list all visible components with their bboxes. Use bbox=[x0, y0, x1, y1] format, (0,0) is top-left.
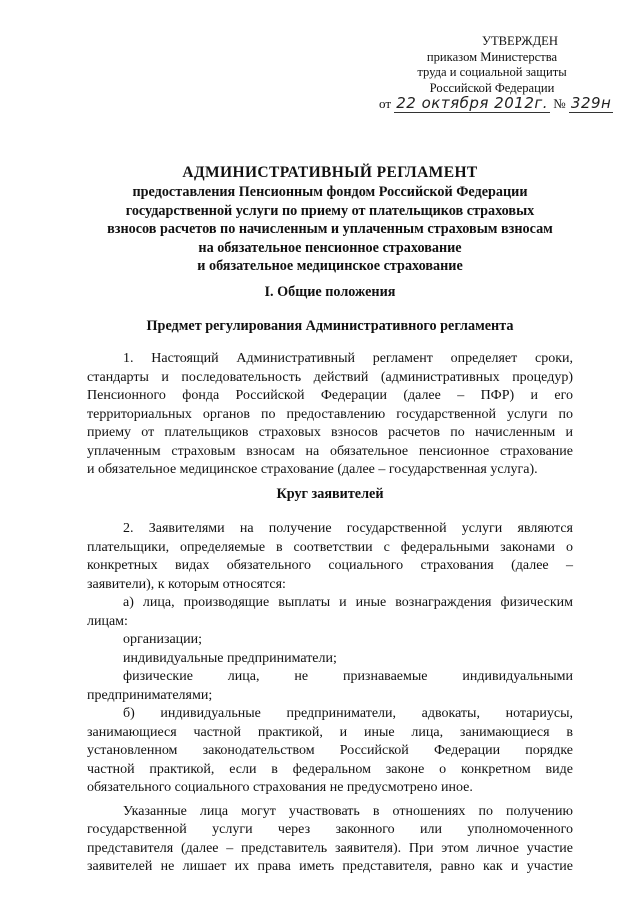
paragraph-line: б) индивидуальные предприниматели, адвокаты, нотариусы, bbox=[123, 706, 573, 721]
approval-stamp bbox=[372, 34, 612, 96]
paragraph-line: приему от плательщиков страховых взносов расчетов по начисленным и bbox=[87, 425, 573, 440]
paragraph-line: представителя (далее – представитель заявителя). При этом личное участие bbox=[87, 840, 573, 856]
paragraph-line: частной практикой, если в федеральном законе о конкретном виде bbox=[87, 761, 573, 777]
paragraph-line: 2. Заявителями на получение государственной услуги являются bbox=[123, 521, 573, 536]
handwritten-number: 329н bbox=[570, 94, 612, 112]
title-main: АДМИНИСТРАТИВНЫЙ РЕГЛАМЕНТ bbox=[182, 164, 478, 181]
paragraph-line: а) лица, производящие выплаты и иные вознаграждения физическим bbox=[123, 595, 573, 610]
paragraph-line: плательщики, определяемые в соответствии с федеральными законами о bbox=[87, 539, 573, 555]
title-line: на обязательное пенсионное страхование bbox=[198, 239, 462, 256]
number-sign: № bbox=[553, 96, 566, 111]
paragraph-line: конкретных видах обязательного социального страхования (далее – bbox=[87, 558, 573, 573]
paragraph-line: заявителей не лишает их права иметь представителя, равно как и участие bbox=[87, 859, 573, 874]
approval-line: труда и социальной защиты bbox=[417, 65, 567, 80]
paragraph-line: организации; bbox=[123, 632, 203, 647]
paragraph-line: территориальных органов по предоставлению государственной услуги по bbox=[87, 406, 573, 422]
title-line: государственной услуги по приему от плательщиков страховых bbox=[125, 202, 535, 219]
document-title bbox=[60, 163, 600, 276]
paragraph-line: 1. Настоящий Административный регламент определяет сроки, bbox=[123, 351, 573, 366]
paragraph-line: индивидуальные предприниматели; bbox=[123, 650, 337, 666]
paragraph-2 bbox=[87, 520, 573, 877]
handwritten-date: 22 октября 2012г. bbox=[396, 94, 549, 112]
paragraph-line: и обязательное медицинское страхование (далее – государственная услуга). bbox=[87, 462, 538, 477]
paragraph-line: заявители), к которым относятся: bbox=[87, 576, 286, 592]
paragraph-line: занимающиеся частной практикой, и иные лица, занимающиеся в bbox=[87, 724, 573, 740]
paragraph-line: физические лица, не признаваемые индивидуальными bbox=[123, 669, 573, 684]
section-heading: I. Общие положения bbox=[264, 284, 396, 300]
title-line: взносов расчетов по начисленным и уплаченным страховым взносам bbox=[107, 221, 553, 238]
paragraph-1 bbox=[87, 350, 573, 480]
paragraph-line: государственной услуги через законного или уполномоченного bbox=[87, 822, 573, 837]
paragraph-line: установленном законодательством Российской Федерации порядке bbox=[87, 743, 573, 758]
approval-line: Российской Федерации bbox=[429, 80, 555, 95]
approval-line: приказом Министерства bbox=[426, 49, 558, 64]
title-line: и обязательное медицинское страхование bbox=[197, 258, 463, 275]
subheading: Круг заявителей bbox=[276, 486, 384, 502]
approval-date-line bbox=[379, 94, 613, 113]
paragraph-line: Пенсионного фонда Российской Федерации (далее – ПФР) и его bbox=[87, 388, 573, 403]
paragraph-line: Указанные лица могут участвовать в отношениях по получению bbox=[123, 803, 573, 819]
approval-heading: УТВЕРЖДЕН bbox=[482, 34, 558, 48]
paragraph-line: обязательного социального страхования не предусмотрено иное. bbox=[87, 780, 473, 795]
paragraph-line: лицам: bbox=[87, 613, 128, 629]
date-prefix: от bbox=[379, 96, 392, 111]
paragraph-line: стандарты и последовательность действий (административных процедур) bbox=[87, 369, 573, 385]
paragraph-line: предпринимателями; bbox=[87, 687, 213, 703]
paragraph-line: уплаченным страховым взносам на обязательное пенсионное страхование bbox=[87, 443, 573, 459]
subheading: Предмет регулирования Административного регламента bbox=[146, 318, 514, 334]
title-line: предоставления Пенсионным фондом Российской Федерации bbox=[132, 184, 528, 200]
